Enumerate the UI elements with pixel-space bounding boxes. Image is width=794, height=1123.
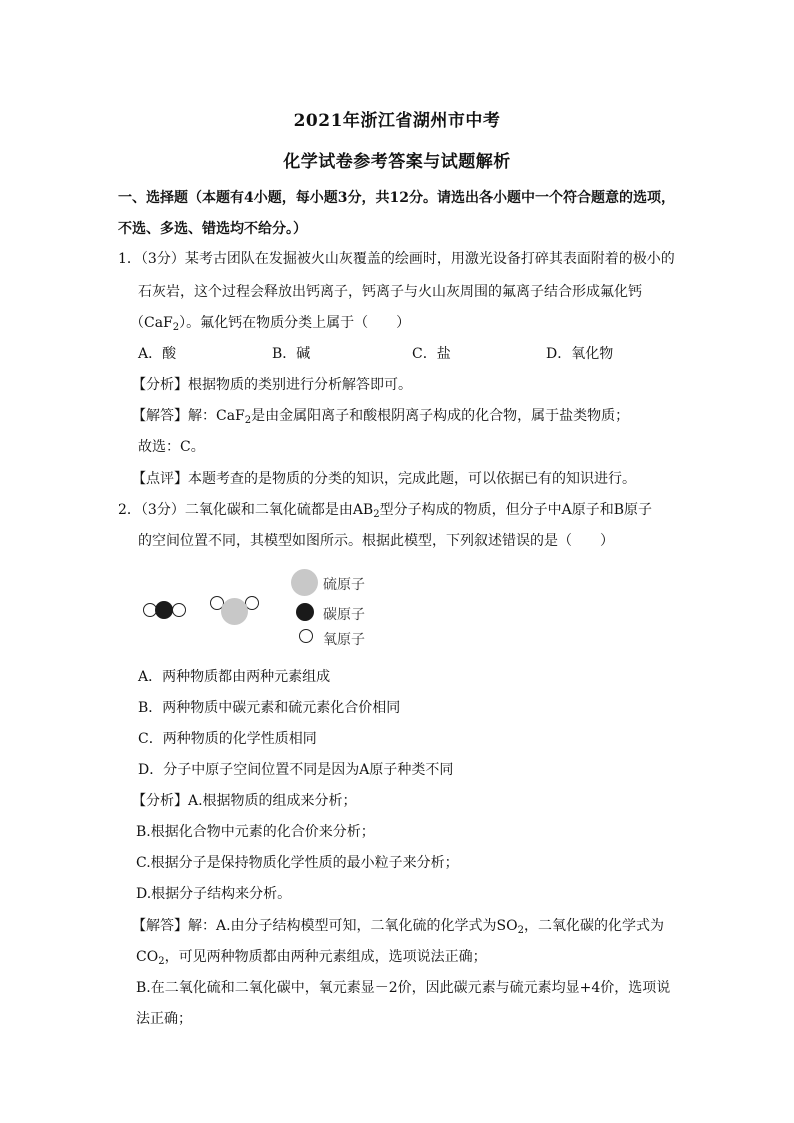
q2-answer-line2 bbox=[136, 946, 487, 966]
q1-stem-line3-text: （CaF bbox=[130, 315, 173, 331]
q2-answer-line3: B.在二氧化硫和二氧化碳中，氧元素显－2价，因此碳元素与硫元素均显+4价，选项说 bbox=[136, 980, 671, 996]
q2-analysis-line1: 【分析】A.根据物质的组成来分析； bbox=[132, 793, 357, 809]
legend-sulfur-atom bbox=[291, 569, 318, 596]
section-heading-line2: 不选、多选、错选均不给分。） bbox=[118, 221, 307, 237]
q2-answer-text2: ，二氧化碳的化学式为 bbox=[524, 918, 665, 934]
q2-answer2-subscript: 2 bbox=[158, 956, 165, 967]
co2-oxygen-atom-right bbox=[172, 603, 186, 617]
legend-oxygen-label: 氧原子 bbox=[323, 632, 365, 648]
q2-stem-text: 2．（3分）二氧化碳和二氧化硫都是由AB bbox=[118, 502, 374, 518]
q1-choice: 故选：C。 bbox=[138, 439, 205, 455]
q2-answer-text: 【解答】解：A.由分子结构模型可知，二氧化硫的化学式为SO bbox=[132, 918, 518, 934]
exam-subtitle: 化学试卷参考答案与试题解析 bbox=[283, 152, 511, 172]
q1-answer-text2: 是由金属阳离子和酸根阴离子构成的化合物，属于盐类物质； bbox=[251, 408, 630, 424]
q1-analysis: 【分析】根据物质的类别进行分析解答即可。 bbox=[132, 377, 412, 393]
exam-title: 2021年浙江省湖州市中考 bbox=[293, 111, 501, 131]
q2-stem-line2: 的空间位置不同，其模型如图所示。根据此模型，下列叙述错误的是（ ） bbox=[138, 533, 614, 549]
q1-stem-subscript: 2 bbox=[172, 322, 180, 333]
legend-oxygen-atom bbox=[299, 629, 313, 643]
q2-answer2-text2: ，可见两种物质都由两种元素组成，选项说法正确； bbox=[164, 949, 487, 965]
legend-carbon-atom bbox=[296, 603, 314, 621]
q2-stem-line1 bbox=[118, 499, 652, 519]
q1-stem-line2: 石灰岩，这个过程会释放出钙离子，钙离子与火山灰周围的氟离子结合形成氟化钙 bbox=[138, 284, 642, 300]
q2-analysis-line4: D.根据分子结构来分析。 bbox=[136, 886, 292, 902]
q2-option-c: C．两种物质的化学性质相同 bbox=[138, 731, 317, 747]
q1-stem-line3-text2: ）。氟化钙在物质分类上属于（ ） bbox=[179, 315, 411, 331]
q1-option-d: D．氧化物 bbox=[546, 346, 614, 362]
q2-stem-subscript: 2 bbox=[373, 509, 380, 520]
q1-option-a: A．酸 bbox=[138, 346, 177, 362]
q2-answer-subscript: 2 bbox=[517, 925, 525, 936]
q2-answer-line1 bbox=[132, 915, 664, 935]
q1-answer bbox=[132, 405, 629, 425]
q2-answer-line4: 法正确； bbox=[136, 1011, 192, 1027]
co2-carbon-atom bbox=[155, 601, 173, 619]
so2-sulfur-atom bbox=[221, 598, 248, 625]
q1-answer-text: 【解答】解：CaF bbox=[132, 408, 245, 424]
q2-option-b: B．两种物质中碳元素和硫元素化合价相同 bbox=[138, 700, 401, 716]
q2-answer2-text: CO bbox=[136, 949, 159, 965]
q1-stem-line1: 1．（3分）某考古团队在发掘被火山灰覆盖的绘画时，用激光设备打碎其表面附着的极小的 bbox=[118, 251, 675, 267]
q1-comment: 【点评】本题考查的是物质的分类的知识，完成此题，可以依据已有的知识进行。 bbox=[132, 471, 636, 487]
q2-analysis-line2: B.根据化合物中元素的化合价来分析； bbox=[136, 824, 375, 840]
q1-answer-subscript: 2 bbox=[244, 415, 252, 426]
q2-analysis-line3: C.根据分子是保持物质化学性质的最小粒子来分析； bbox=[136, 855, 459, 871]
legend-carbon-label: 碳原子 bbox=[323, 607, 365, 623]
legend-sulfur-label: 硫原子 bbox=[323, 577, 365, 593]
section-heading-line1: 一、选择题（本题有4小题，每小题3分，共12分。请选出各小题中一个符合题意的选项， bbox=[118, 190, 675, 206]
q2-option-d: D．分子中原子空间位置不同是因为A原子种类不同 bbox=[138, 762, 454, 778]
q1-option-c: C．盐 bbox=[412, 346, 451, 362]
q2-stem-text2: 型分子构成的物质，但分子中A原子和B原子 bbox=[379, 502, 652, 518]
q1-option-b: B．碱 bbox=[272, 346, 311, 362]
q1-stem-line3 bbox=[130, 312, 410, 332]
q2-option-a: A．两种物质都由两种元素组成 bbox=[138, 669, 331, 685]
